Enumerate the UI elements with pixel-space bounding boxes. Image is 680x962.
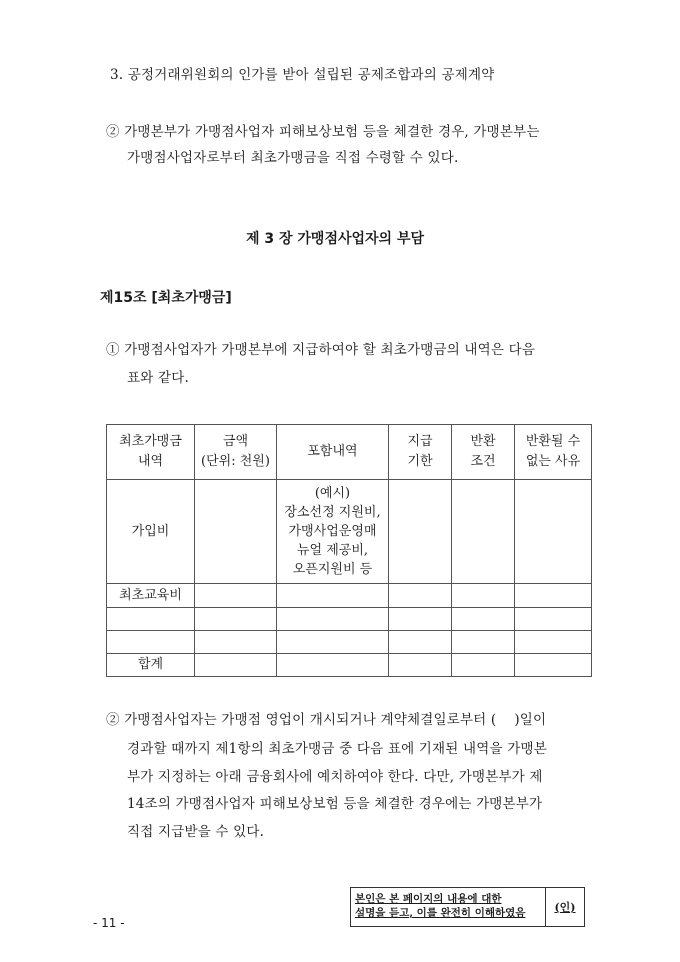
confirmation-text: 본인은 본 페이지의 내용에 대한 설명을 듣고, 이를 완전히 이해하였음 — [351, 888, 546, 926]
table-cell — [389, 654, 452, 677]
header-payment-deadline: 지급 기한 — [389, 425, 452, 480]
table-row — [107, 480, 592, 584]
clause-2-line-2: 가맹점사업자로부터 최초가맹금을 직접 수령할 수 있다. — [127, 150, 459, 166]
table-cell — [452, 584, 515, 608]
header-included-items: 포함내역 — [277, 425, 389, 480]
article-title: 제15조 [최초가맹금] — [100, 290, 232, 306]
table-cell — [452, 608, 515, 631]
table-cell — [195, 654, 277, 677]
header-refund-condition: 반환 조건 — [452, 425, 515, 480]
art15-clause-2-line-3: 부가 지정하는 아래 금융회사에 예치하여야 한다. 다만, 가맹본부가 제 — [127, 769, 543, 785]
table-cell — [277, 631, 389, 654]
art15-clause-1-line-1: ① 가맹점사업자가 가맹본부에 지급하여야 할 최초가맹금의 내역은 다음 — [106, 342, 536, 358]
table-row — [107, 631, 592, 654]
confirmation-box — [350, 887, 585, 927]
seal-mark: (인) — [554, 901, 576, 914]
table-cell — [195, 480, 277, 584]
table-cell — [452, 480, 515, 584]
row-name-training-fee: 최초교육비 — [107, 584, 195, 608]
art15-clause-1-line-2: 표와 같다. — [127, 370, 189, 386]
table-cell — [107, 631, 195, 654]
chapter-title: 제 3 장 가맹점사업자의 부담 — [246, 231, 425, 247]
table-row — [107, 584, 592, 608]
table-header-row — [107, 425, 592, 480]
item-3: 3. 공정거래위원회의 인가를 받아 설립된 공제조합과의 공제계약 — [110, 67, 495, 83]
table-cell — [389, 480, 452, 584]
header-amount: 금액 (단위: 천원) — [195, 425, 277, 480]
header-nonrefund-reason: 반환될 수 없는 사유 — [515, 425, 592, 480]
table-cell — [515, 608, 592, 631]
table-cell — [515, 654, 592, 677]
table-cell — [195, 584, 277, 608]
art15-clause-2-line-4: 14조의 가맹점사업자 피해보상보험 등을 체결한 경우에는 가맹본부가 — [127, 796, 543, 812]
initial-fee-table — [106, 424, 592, 677]
table-cell — [389, 608, 452, 631]
art15-clause-2-line-5: 직접 지급받을 수 있다. — [127, 824, 265, 840]
table-cell — [515, 480, 592, 584]
table-cell — [195, 608, 277, 631]
art15-clause-2-line-1: ② 가맹점사업자는 가맹점 영업이 개시되거나 계약체결일로부터 ( )일이 — [106, 712, 547, 728]
table-cell — [452, 631, 515, 654]
table-cell — [452, 654, 515, 677]
row-included-items: (예시) 장소선정 지원비, 가맹사업운영매 뉴얼 제공비, 오픈지원비 등 — [277, 480, 389, 584]
table-total-row — [107, 654, 592, 677]
table-row — [107, 608, 592, 631]
table-cell — [195, 631, 277, 654]
table-cell — [107, 608, 195, 631]
table-cell — [389, 631, 452, 654]
table-cell — [515, 631, 592, 654]
table-cell — [277, 608, 389, 631]
clause-2-line-1: ② 가맹본부가 가맹점사업자 피해보상보험 등을 체결한 경우, 가맹본부는 — [106, 124, 540, 140]
page-number: - 11 - — [93, 916, 125, 930]
table-cell — [277, 654, 389, 677]
art15-clause-2-line-2: 경과할 때까지 제1항의 최초가맹금 중 다음 표에 기재된 내역을 가맹본 — [127, 741, 547, 757]
table-cell — [515, 584, 592, 608]
row-name-join-fee: 가입비 — [107, 480, 195, 584]
table-cell — [389, 584, 452, 608]
row-name-total: 합계 — [107, 654, 195, 677]
table-cell — [277, 584, 389, 608]
header-fee-item: 최초가맹금 내역 — [107, 425, 195, 480]
